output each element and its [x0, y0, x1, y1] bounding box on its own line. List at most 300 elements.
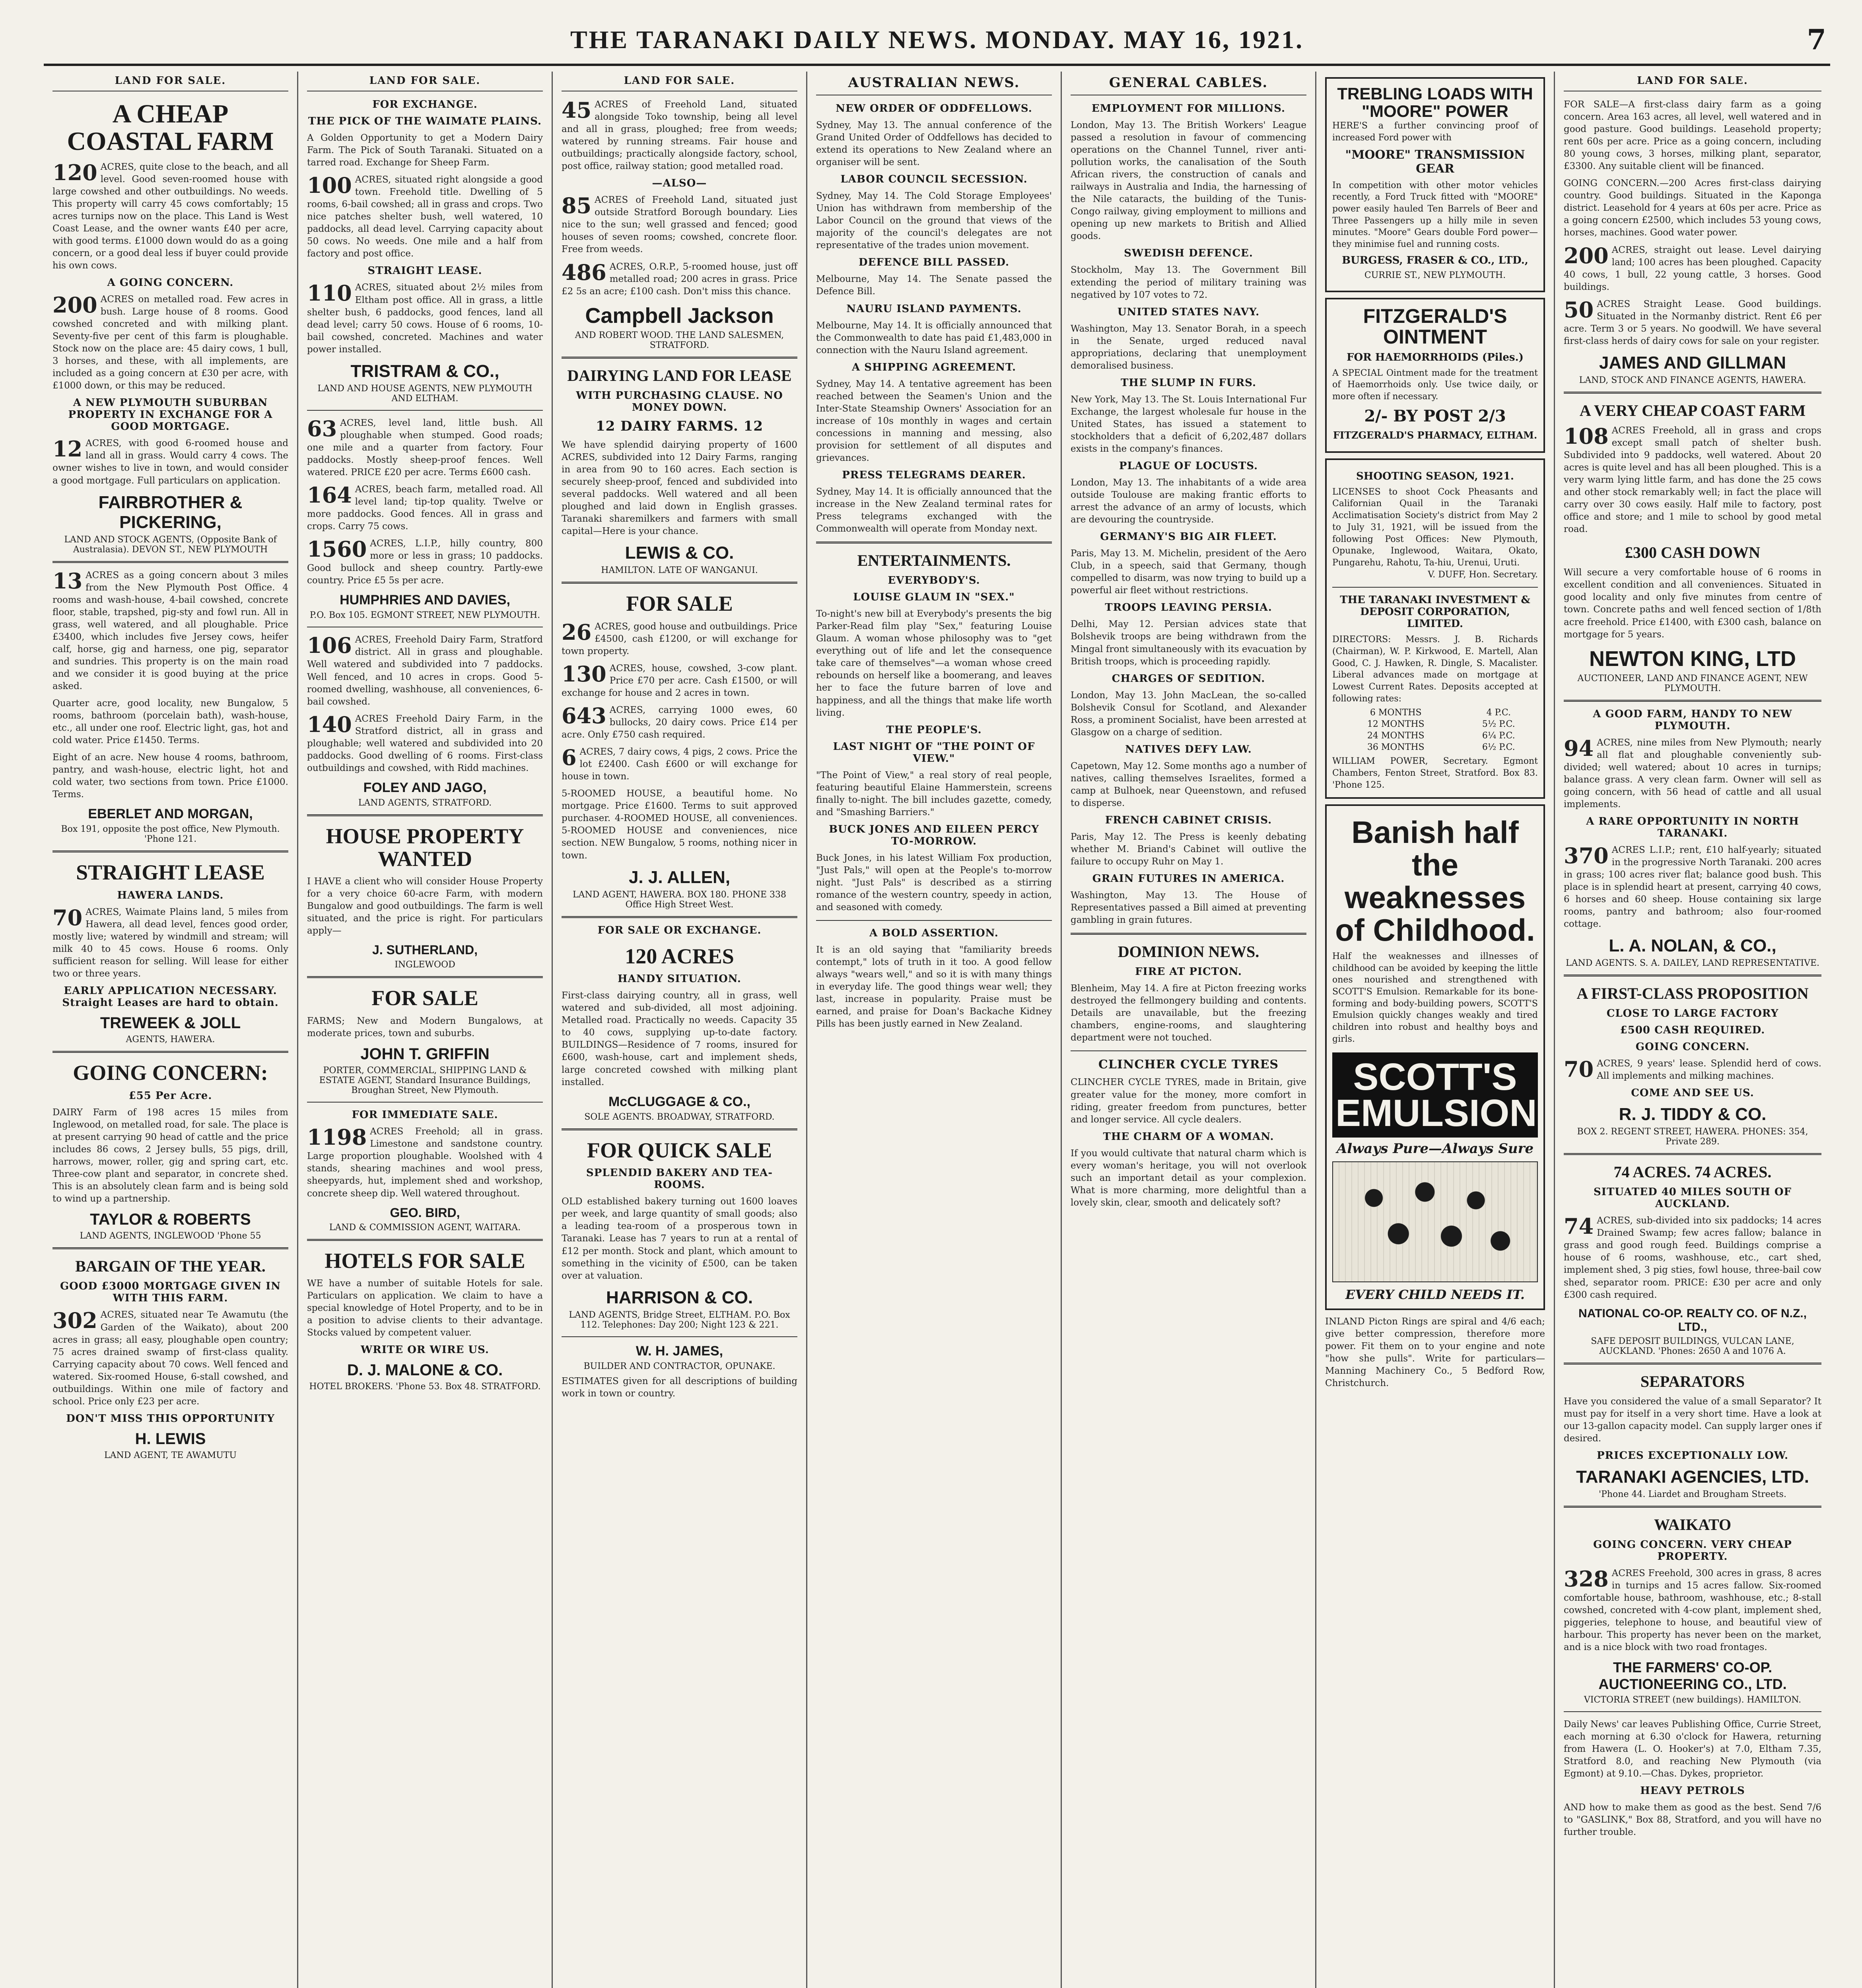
- notice-body: LICENSES to shoot Cock Pheasants and Californian Quail in the Taranaki Acclimatisation Society's district from May 2 to July 31, 1921, will be issued from the following Post Offices: New Plymouth, Opunake, Inglewood, Waitara, Okato, Pungarehu, Rahotu, Ta-hiu, Urenui, Uruti.: [1332, 487, 1538, 568]
- page-number: 7: [1807, 23, 1826, 56]
- news-body: Melbourne, May 14. It is officially announced that the Commonwealth to date has paid £1,483,000 in connection with the Nauru Island agreement.: [816, 320, 1052, 355]
- ad-text: ACRES, house, cowshed, 3-cow plant. Price £70 per acre. Cash £1500, or will exchange for house and 2 acres in town.: [562, 663, 797, 698]
- ad-body: WE have a number of suitable Hotels for sale. Particulars on application. We claim to have a special knowledge of Hotel Property, and to be in a position to advise clients to their advantage. Stocks valued by competent valuer.: [307, 1278, 543, 1338]
- divider: [1564, 975, 1821, 977]
- divider: [1332, 587, 1538, 588]
- ad-body: [52, 437, 288, 487]
- ad-subheading: GOOD £3000 MORTGAGE GIVEN IN WITH THIS FARM.: [60, 1280, 281, 1305]
- ad-body: I HAVE a client who will consider House Property for a very choice 60-acre Farm, with modern Bungalow and good outbuildings. The farm is well situated, and the price is right. For particulars apply—: [307, 876, 543, 936]
- news-body: "The Point of View," a real story of real people, featuring beautiful Elaine Hammerstein, screens finally to-night. The bill includes gazette, comedy, and "Smashing Barriers.": [816, 770, 1052, 817]
- agent-details: AND ROBERT WOOD. THE LAND SALESMEN, STRATFORD.: [575, 330, 784, 350]
- divider: [562, 357, 797, 359]
- acreage-number: 110: [307, 280, 352, 306]
- divider: [307, 1239, 543, 1241]
- acreage-number: 130: [562, 661, 606, 687]
- agent-details: LAND AND HOUSE AGENTS, NEW PLYMOUTH AND ELTHAM.: [317, 383, 533, 404]
- ad-subheading: 12 DAIRY FARMS. 12: [596, 418, 763, 434]
- news-heading: FRENCH CABINET CRISIS.: [1105, 814, 1272, 826]
- ad-subheading: £500 CASH REQUIRED.: [1620, 1024, 1765, 1037]
- fitzgerald-ointment-advert: [1325, 298, 1545, 453]
- divider: [816, 542, 1052, 544]
- news-body: London, May 13. The British Workers' League passed a resolution in favour of commencing operations on the Channel Tunnel, river anti-pollution works, the canalisation of the South African rivers, the construction of canals and railways in Australia and India, the harnessing of the Nile cataracts, the building of the Tunis-Congo railway, giving employment to millions and opening up new markets to British and Allied goods.: [1071, 120, 1306, 242]
- ad-text: ACRES, situated right alongside a good town. Freehold title. Dwelling of 5 rooms, 6-bail cowshed; all in grass and crops. Two nice patches shelter bush, well watered, 10 paddocks, all dead level. Carrying capacity about 50 cows. No weeds. One mile and a half from factory and post office.: [307, 175, 543, 259]
- acreage-number: 12: [52, 436, 83, 462]
- news-body: Capetown, May 12. Some months ago a number of natives, calling themselves Israelites, formed a camp at Bulhoek, near Queenstown, and refused to disperse.: [1071, 761, 1306, 808]
- agent-details: CURRIE ST., NEW PLYMOUTH.: [1364, 270, 1506, 280]
- divider: [307, 1102, 543, 1103]
- ad-body: [52, 293, 288, 392]
- ad-text: ACRES, carrying 1000 ewes, 60 bullocks, 20 dairy cows. Price £14 per acre. Only £750 cash required.: [562, 705, 797, 740]
- ad-body: Eight of an acre. New house 4 rooms, bathroom, pantry, and wash-house, electric light, hot and cold water, two sections from town. Price £1000. Terms.: [52, 752, 288, 800]
- ad-body: A SPECIAL Ointment made for the treatment of Haemorrhoids only. Use twice daily, or more often if necessary.: [1332, 368, 1538, 402]
- divider: [562, 1128, 797, 1130]
- news-heading: BUCK JONES AND EILEEN PERCY TO-MORROW.: [829, 823, 1039, 847]
- ad-body: AND how to make them as good as the best. Send 7/6 to "GASLINK," Box 88, Stratford, and you will have no further trouble.: [1564, 1802, 1821, 1838]
- notice-heading: THE TARANAKI INVESTMENT & DEPOSIT CORPORATION, LIMITED.: [1340, 594, 1530, 630]
- agent-details: SAFE DEPOSIT BUILDINGS, VULCAN LANE, AUCKLAND. 'Phones: 2650 A and 1076 A.: [1591, 1336, 1794, 1356]
- table-row: [1332, 730, 1538, 742]
- divider: [307, 410, 543, 411]
- ad-subheading: DON'T MISS THIS OPPORTUNITY: [66, 1412, 275, 1425]
- ad-heading: TREBLING LOADS WITH "MOORE" POWER: [1337, 84, 1533, 121]
- news-heading: NAURU ISLAND PAYMENTS.: [846, 303, 1022, 315]
- news-heading: NEW ORDER OF ODDFELLOWS.: [836, 103, 1032, 115]
- agent-details: INGLEWOOD: [395, 960, 455, 970]
- news-heading: LAST NIGHT OF "THE POINT OF VIEW.": [833, 740, 1035, 765]
- ad-body: INLAND Picton Rings are spiral and 4/6 each; give better compression, therefore more power. Fit them on to your engine and note "how she pulls". Write for particulars—Manning Machinery Co., 5 Bedford Row, Christchurch.: [1325, 1316, 1545, 1389]
- column-heading: LAND FOR SALE.: [52, 72, 288, 91]
- ad-heading: HOTELS FOR SALE: [325, 1248, 525, 1273]
- ad-text: ACRES, Freehold Dairy Farm, Stratford district. All in grass and ploughable. Well watered and subdivided into 7 paddocks. Well fenced, and 10 acres in crops. Good 5-roomed dwelling, washhouse, all conveniences, 6-bail cowshed.: [307, 635, 543, 707]
- news-body: Blenheim, May 14. A fire at Picton freezing works destroyed the fellmongery building and contents. Details are unavailable, but the freezing chambers, engine-rooms, and slaughtering department were not touched.: [1071, 983, 1306, 1043]
- news-heading: EMPLOYMENT FOR MILLIONS.: [1091, 103, 1286, 115]
- agent-name: FITZGERALD'S PHARMACY, ELTHAM.: [1333, 429, 1537, 441]
- agent-details: LAND AND STOCK AGENTS, (Opposite Bank of Australasia). DEVON ST., NEW PLYMOUTH: [64, 534, 277, 555]
- agent-name: W. H. JAMES,: [636, 1343, 723, 1359]
- ad-heading: FOR SALE: [371, 986, 478, 1010]
- column-heading: LAND FOR SALE.: [1564, 72, 1821, 91]
- ad-text: ACRES, level land, little bush. All ploughable when stumped. Good roads; one mile and a quarter from factory. Four paddocks. Mostly sheep-proof fences. Well watered. PRICE £20 per acre. Terms £600 cash.: [307, 417, 543, 478]
- ad-body: In competition with other motor vehicles recently, a Ford Truck fitted with "MOORE" power easily hauled Ten Barrels of Beer and Three Passengers up a hilly mile in seven minutes. "Moore" Gears double Ford power—they minimise fuel and running costs.: [1332, 180, 1538, 249]
- news-heading: DEFENCE BILL PASSED.: [858, 256, 1010, 269]
- agent-name: H. LEWIS: [135, 1430, 206, 1448]
- agent-name: TRISTRAM & CO.,: [350, 361, 500, 381]
- column-2: [298, 72, 553, 1988]
- ad-body: Quarter acre, good locality, new Bungalow, 5 rooms, bathroom (porcelain bath), wash-house, etc., all under one roof. Electric light, gas, hot and cold water. Price £1450. Terms.: [52, 698, 288, 746]
- ad-subheading: CLOSE TO LARGE FACTORY: [1606, 1008, 1779, 1020]
- ad-text: ACRES Straight Lease. Good buildings. Situated in the Normanby district. Rent £6 per acre. Term 3 or 5 years. No goodwill. We have several first-class herds of dairy cows for sale on your register.: [1564, 299, 1821, 346]
- ad-heading: 74 ACRES. 74 ACRES.: [1613, 1163, 1772, 1181]
- ad-subheading: FOR IMMEDIATE SALE.: [352, 1109, 498, 1121]
- column-heading: AUSTRALIAN NEWS.: [816, 72, 1052, 95]
- ad-body: [1564, 844, 1821, 930]
- agent-details: AGENTS, HAWERA.: [126, 1035, 215, 1045]
- agent-name: L. A. NOLAN, & CO.,: [1609, 936, 1776, 956]
- ad-body: CLINCHER CYCLE TYRES, made in Britain, give greater value for the money, more comfort in riding, greater freedom from punctures, better and longer service. All cycle dealers.: [1071, 1077, 1306, 1125]
- news-body: Buck Jones, in his latest William Fox production, "Just Pals," will open at the People's to-morrow night. "Just Pals" is described as a stirring romance of the western country, speedy in action, and seasoned with comedy.: [816, 852, 1052, 912]
- scotts-emulsion-advert: [1325, 804, 1545, 1310]
- agent-details: HAMILTON. LATE OF WANGANUI.: [601, 565, 758, 576]
- news-heading: A BOLD ASSERTION.: [869, 927, 999, 940]
- ad-body: DAIRY Farm of 198 acres 15 miles from Inglewood, on metalled road, for sale. The place is at present carrying 90 head of cattle and the price includes 86 cows, 2 Jersey bulls, 55 pigs, drill, harrows, mower, roller, gig and spring cart, etc. Three-cow plant and separator, in concrete shed. This is an absolutely clean farm and is being sold to wind up a partnership.: [52, 1107, 288, 1204]
- column-7: [1555, 72, 1830, 1988]
- divider: [52, 1247, 288, 1249]
- ad-body: [562, 99, 797, 173]
- section-heading: DOMINION NEWS.: [1118, 943, 1259, 961]
- ad-body: [52, 569, 288, 693]
- ad-body: [1564, 1058, 1821, 1082]
- news-heading: PRESS TELEGRAMS DEARER.: [842, 469, 1026, 481]
- agent-details: SOLE AGENTS. BROADWAY, STRATFORD.: [584, 1112, 775, 1122]
- acreage-number: 94: [1564, 735, 1594, 761]
- rate-value: 4 P.C.: [1486, 708, 1511, 718]
- ad-heading: A VERY CHEAP COAST FARM: [1579, 401, 1806, 419]
- notice-signature: WILLIAM POWER, Secretary. Egmont Chambers, Fenton Street, Stratford. Box 83. 'Phone 125.: [1332, 756, 1538, 790]
- news-heading: NATIVES DEFY LAW.: [1125, 743, 1252, 755]
- agent-name: HUMPHRIES AND DAVIES,: [340, 592, 510, 608]
- rate-term: 6 MONTHS: [1370, 708, 1422, 718]
- ad-body: GOING CONCERN.—200 Acres first-class dairying country. Good buildings. Situated in the Kaponga district. Leasehold for 4 years at 60s per acre. Price as a going concern £2500, which includes 53 young cows, horses, machines. Good water power.: [1564, 178, 1821, 238]
- columns: [44, 72, 1830, 1988]
- news-body: Sydney, May 13. The annual conference of the Grand United Order of Oddfellows has decided to extend its operations to New Zealand where an organiser will be sent.: [816, 120, 1052, 168]
- acreage-number: 1560: [307, 536, 367, 562]
- column-heading: LAND FOR SALE.: [562, 72, 797, 91]
- notice-signature: V. DUFF, Hon. Secretary.: [1428, 569, 1538, 580]
- moore-power-advert: [1325, 77, 1545, 292]
- divider: [307, 976, 543, 978]
- notice-body: DIRECTORS: Messrs. J. B. Richards (Chairman), W. P. Kirkwood, E. Martell, Alan Good, C. J. Hawken, R. Dingle, S. Macalister. Liberal advances made on mortgage at Lowest Current Rates. Deposits accepted at following rates:: [1332, 635, 1538, 704]
- column-5: [1062, 72, 1316, 1988]
- agent-name: McCLUGGAGE & CO.,: [608, 1094, 751, 1109]
- ad-heading: DAIRYING LAND FOR LEASE: [567, 366, 792, 384]
- column-3: [553, 72, 807, 1988]
- ad-heading: CLINCHER CYCLE TYRES: [1098, 1058, 1279, 1072]
- news-body: Stockholm, May 13. The Government Bill extending the period of military training was negatived by 107 votes to 72.: [1071, 265, 1306, 300]
- ad-subheading: PRICES EXCEPTIONALLY LOW.: [1597, 1449, 1788, 1462]
- ad-body: [1564, 244, 1821, 293]
- divider: [1071, 1050, 1306, 1051]
- ad-subheading: A GOING CONCERN.: [107, 277, 234, 289]
- ad-body: [562, 704, 797, 741]
- news-heading: LOUISE GLAUM IN "SEX.": [853, 591, 1015, 604]
- ad-subheading: —ALSO—: [652, 177, 707, 190]
- ad-text: ACRES, situated near Te Awamutu (the Garden of the Waikato), about 200 acres in grass; all easy, ploughable open country; 75 acres drained swamp of first-class quality. Carrying capacity about 70 cows. Well fenced and watered. Six-roomed House, 6-stall cowshed, and outbuildings. Within one mile of factory and school. Price only £23 per acre.: [52, 1310, 288, 1407]
- ad-heading: £300 CASH DOWN: [1625, 544, 1761, 562]
- news-body: Melbourne, May 14. The Senate passed the Defence Bill.: [816, 274, 1052, 297]
- table-row: [1332, 718, 1538, 730]
- ad-heading: SEPARATORS: [1640, 1372, 1745, 1390]
- news-body: Washington, May 13. Senator Borah, in a speech in the Senate, urged reduced naval appropriations, declaring that unemployment demoralised business.: [1071, 323, 1306, 371]
- column-heading: LAND FOR SALE.: [307, 72, 543, 91]
- ad-text: ACRES Freehold; all in grass. Limestone and sandstone country. Large proportion ploughable. Woolshed with 4 stands, shearing machines and wool press, sheepyards, hut, implement shed and workshop, concrete sheep dip. Well watered throughout.: [307, 1126, 543, 1199]
- ad-text: ACRES, nine miles from New Plymouth; nearly all flat and ploughable conveniently sub-divided; well watered; about 10 acres in turnips; balance grass. A very clean farm. Owner will sell as going concern, with 56 head of cattle and all usual implements.: [1564, 737, 1821, 810]
- ad-body: We have splendid dairying property of 1600 ACRES, subdivided into 12 Dairy Farms, ranging in area from 90 to 160 acres. Each section is securely sheep-proof, fenced and subdivided into several paddocks. Well watered and all been ploughed and laid down in English grasses. Taranaki sharemilkers and farmers with small capital—Here is your chance.: [562, 439, 797, 536]
- ad-text: ACRES, straight out lease. Level dairying land; 100 acres has been ploughed. Capacity 40 cows, 1 bull, 22 young cattle, 3 horses. Good buildings.: [1564, 245, 1821, 292]
- ad-body: First-class dairying country, all in grass, well watered and sub-divided, all most adjoining. Metalled road. Practically no weeds. Capacity 35 to 40 cows, supplying up-to-date factory. BUILDINGS—Residence of 7 rooms, insured for £600, wash-house, cart and implement sheds, large concreted cowshed with milking plant installed.: [562, 990, 797, 1087]
- agent-name: JAMES AND GILLMAN: [1599, 353, 1786, 373]
- ad-body: [562, 621, 797, 658]
- divider: [307, 814, 543, 816]
- ad-subheading: £55 Per Acre.: [128, 1090, 212, 1102]
- ad-body: If you would cultivate that natural charm which is every woman's heritage, you will not overlook such an important detail as your complexion. What is more charming, more delightful than a lovely skin, clear, smooth and delicately soft?: [1071, 1148, 1306, 1208]
- ad-subheading: FOR EXCHANGE.: [372, 99, 478, 111]
- scotts-emulsion-logo: SCOTT'S EMULSION: [1332, 1052, 1538, 1138]
- agent-details: LAND AGENT, HAWERA. BOX 180. PHONE 338 Office High Street West.: [572, 889, 787, 910]
- agent-name: EBERLET AND MORGAN,: [88, 806, 253, 822]
- ad-body: [562, 261, 797, 298]
- table-row: [1332, 742, 1538, 753]
- column-6: [1316, 72, 1555, 1988]
- ad-slogan: EVERY CHILD NEEDS IT.: [1345, 1287, 1525, 1302]
- divider: [52, 1051, 288, 1053]
- ad-subheading: THE PICK OF THE WAIMATE PLAINS.: [308, 115, 542, 127]
- ad-heading: FOR QUICK SALE: [587, 1138, 772, 1162]
- ad-subheading: SITUATED 40 MILES SOUTH OF AUCKLAND.: [1594, 1186, 1792, 1210]
- news-body: Washington, May 13. The House of Representatives passed a Bill aimed at preventing gambling in grain futures.: [1071, 890, 1306, 926]
- rate-value: 6¼ P.C.: [1482, 731, 1515, 741]
- news-body: New York, May 13. The St. Louis International Fur Exchange, the largest wholesale fur house in the United States, has issued a statement to stockholders that a deficit of 6,202,487 dollars exists in the company's finances.: [1071, 394, 1306, 454]
- ad-body: Daily News' car leaves Publishing Office, Currie Street, each morning at 6.30 o'clock for Hawera, returning from Hawera (L. O. Hooker's) at 7.0, Eltham 7.35, Stratford 8.0, and reaching New Plymouth (via Egmont) at 9.10.—Chas. Dykes, proprietor.: [1564, 1719, 1821, 1779]
- acreage-number: 6: [562, 745, 577, 771]
- ad-text: ACRES, L.I.P., hilly country, 800 more or less in grass; 10 paddocks. Good bullock and sheep country. Partly-ewe country. Price £5 5s per acre.: [307, 538, 543, 586]
- acreage-number: 140: [307, 711, 352, 737]
- ad-subheading: WITH PURCHASING CLAUSE. NO MONEY DOWN.: [576, 389, 783, 414]
- agent-details: AUCTIONEER, LAND AND FINANCE AGENT, NEW PLYMOUTH.: [1577, 673, 1808, 693]
- ad-subheading: EARLY APPLICATION NECESSARY. Straight Leases are hard to obtain.: [62, 985, 279, 1009]
- news-body: Sydney, May 14. A tentative agreement has been reached between the Seamen's Union and the Inter-State Steamship Owners' Association for an increase of 10s monthly in wages and certain concessions in manning and messing, also provision for settlement of all disputes and grievances.: [816, 379, 1052, 463]
- ad-text: ACRES, 7 dairy cows, 4 pigs, 2 cows. Price the lot £2400. Cash £600 or will exchange for house in town.: [562, 747, 797, 782]
- ad-body: Will secure a very comfortable house of 6 rooms in excellent condition and all conveniences. Situated in good locality and only five minutes from centre of town. Concrete paths and well fenced section of 1/8th acre freehold. Price £1400, with £300 cash, balance on mortgage for 5 years.: [1564, 567, 1821, 640]
- ad-heading: STRAIGHT LEASE: [76, 860, 265, 885]
- acreage-number: 1198: [307, 1124, 367, 1150]
- acreage-number: 328: [1564, 1566, 1609, 1592]
- ad-body: [562, 746, 797, 783]
- acreage-number: 74: [1564, 1213, 1594, 1239]
- ad-body: [52, 906, 288, 980]
- news-body: Paris, May 13. M. Michelin, president of the Aero Club, in a speech, said that Germany, though compelled to disarm, was now trying to build up a powerful air fleet without restrictions.: [1071, 548, 1306, 596]
- acreage-number: 108: [1564, 423, 1609, 449]
- ad-subheading: WRITE OR WIRE US.: [361, 1344, 489, 1356]
- ad-text: ACRES, Waimate Plains land, 5 miles from Hawera, all dead level, fences good order, mostly live; watered by windmill and stream; will milk 40 to 45 cows. House 6 rooms. Only sufficient reason for selling. Will lease for either two or three years.: [52, 907, 288, 979]
- divider: [562, 1336, 797, 1337]
- agent-name: R. J. TIDDY & CO.: [1619, 1105, 1767, 1124]
- ad-body: [1564, 1567, 1821, 1654]
- children-illustration: [1332, 1161, 1538, 1282]
- ad-text: ACRES as a going concern about 3 miles from the New Plymouth Post Office. 4 rooms and wash-house, 4-bail cowshed, concrete floor, stable, trapshed, pig-sty and fowl run. All in grass, well watered, and all ploughable. Price £3400, which includes five Jersey cows, heifer calf, horse, gig and harness, one pig, separator and sundries. This property is on the main road and we consider it is good buying at the price asked.: [52, 570, 288, 691]
- ad-text: ACRES, O.R.P., 5-roomed house, just off metalled road; 200 acres in grass. Price £2 5s an acre; £100 cash. Don't miss this chance.: [562, 261, 797, 297]
- ad-body: [307, 1126, 543, 1200]
- news-heading: LABOR COUNCIL SECESSION.: [840, 173, 1028, 186]
- ad-body: [1564, 425, 1821, 536]
- acreage-number: 370: [1564, 843, 1609, 868]
- ad-text: ACRES of Freehold Land, situated alongside Toko township, being all level and all in grass, ploughed; free from weeds; watered by running streams. Fair house and outbuildings; practically alongside factory, school, post office, railway station; good metalled road.: [562, 99, 797, 172]
- ad-subheading: HAWERA LANDS.: [117, 889, 224, 902]
- news-body: Sydney, May 14. The Cold Storage Employees' Union has withdrawn from membership of the Labor Council on the ground that views of the majority of the council's delegates are not representative of the trades union movement.: [816, 191, 1052, 251]
- ad-body: [307, 634, 543, 708]
- agent-details: LAND AGENT, TE AWAMUTU: [104, 1450, 237, 1460]
- agent-name: NEWTON KING, LTD: [1589, 646, 1796, 671]
- ad-subheading: COME AND SEE US.: [1631, 1087, 1754, 1099]
- agent-details: LAND AGENTS, STRATFORD.: [358, 798, 492, 808]
- ad-text: ACRES Freehold, 300 acres in grass, 8 acres in turnips and 15 acres fallow. Six-roomed comfortable house, bathroom, washhouse, etc.; 8-stall cowshed, concreted with 4-cow plant, implement shed, piggeries, telephone to house, and beautiful view of harbour. This property has never been on the market, and is a nice block with two road frontages.: [1564, 1568, 1821, 1653]
- divider: [1564, 1506, 1821, 1508]
- ad-heading: GOING CONCERN:: [73, 1061, 268, 1085]
- ad-text: ACRES Freehold, all in grass and crops except small patch of shelter bush. Subdivided into 9 paddocks, well watered. About 20 acres is quite level and has all been ploughed. This is a very warm lying little farm, and has done the 25 cows and other stock remarkably well; in fact the place will carry over 30 cows easily. Half mile to factory, post office and store; and 1 mile to school by good metal road.: [1564, 425, 1821, 535]
- news-heading: A SHIPPING AGREEMENT.: [851, 361, 1017, 373]
- acreage-number: 486: [562, 259, 606, 285]
- news-body: Delhi, May 12. Persian advices state that Bolshevik troops are being withdrawn from the Mingal front simultaneously with its evacuation by British troops, which is proceeding rapidly.: [1071, 619, 1306, 667]
- ad-text: ACRES L.I.P.; rent, £10 half-yearly; situated in the progressive North Taranaki. 200 acres in grass; 100 acres river flat; balance good bush. This place is in splendid heart at present, carrying 40 cows, 6 horses and 60 sheep. House containing six large rooms, pantry and bathroom; also four-roomed cottage.: [1564, 845, 1821, 930]
- ad-subheading: "MOORE" TRANSMISSION GEAR: [1345, 148, 1525, 176]
- ad-heading: BARGAIN OF THE YEAR.: [75, 1257, 266, 1276]
- acreage-number: 85: [562, 193, 592, 219]
- agent-details: LAND, STOCK AND FINANCE AGENTS, HAWERA.: [1579, 375, 1806, 385]
- acreage-number: 120: [52, 159, 97, 185]
- ad-body: [1564, 1215, 1821, 1301]
- price: 2/- BY POST 2/3: [1364, 406, 1506, 425]
- agent-name: TREWEEK & JOLL: [100, 1014, 241, 1032]
- deposit-rates-table: [1332, 707, 1538, 753]
- agent-name: GEO. BIRD,: [390, 1205, 460, 1220]
- ad-subheading: HEAVY PETROLS: [1640, 1785, 1745, 1797]
- divider: [1564, 700, 1821, 702]
- ad-heading: FITZGERALD'S OINTMENT: [1363, 305, 1507, 348]
- acreage-number: 70: [1564, 1056, 1594, 1082]
- agent-name: J. SUTHERLAND,: [372, 943, 478, 957]
- ad-tagline: Always Pure—Always Sure: [1336, 1140, 1534, 1157]
- agent-details: BUILDER AND CONTRACTOR, OPUNAKE.: [583, 1361, 776, 1371]
- news-body: London, May 13. The inhabitants of a wide area outside Toulouse are making frantic efforts to arrest the advance of an army of locusts, which are devouring the countryside.: [1071, 478, 1306, 525]
- acreage-number: 50: [1564, 297, 1594, 322]
- news-heading: CHARGES OF SEDITION.: [1112, 672, 1265, 685]
- ad-text: ACRES, sub-divided into six paddocks; 14 acres Drained Swamp; few acres fallow; balance in grass and good rough feed. Buildings comprise a house of 6 rooms, washhouse, etc., cart shed, implement shed, 3 pig sties, fowl house, three-bail cow shed, separator room. PRICE: £30 per acre and only £300 cash required.: [1564, 1215, 1821, 1300]
- ad-subheading: SPLENDID BAKERY AND TEA-ROOMS.: [586, 1167, 773, 1191]
- agent-name: J. J. ALLEN,: [628, 867, 731, 887]
- ad-subheading: A RARE OPPORTUNITY IN NORTH TARANAKI.: [1586, 815, 1799, 839]
- agent-name: TAYLOR & ROBERTS: [90, 1211, 251, 1229]
- ad-text: ACRES, good house and outbuildings. Price £4500, cash £1200, or will exchange for town property.: [562, 621, 797, 656]
- acreage-number: 200: [52, 292, 97, 318]
- acreage-number: 63: [307, 415, 337, 441]
- agent-details: 'Phone 44. Liardet and Brougham Streets.: [1599, 1489, 1786, 1499]
- ad-heading: THE CHARM OF A WOMAN.: [1103, 1130, 1274, 1143]
- rate-value: 5½ P.C.: [1482, 719, 1515, 730]
- ad-body: Have you considered the value of a small Separator? It must pay for itself in a very short time. Have a look at our 13-gallon capacity model. Can supply larger ones if desired.: [1564, 1396, 1821, 1444]
- rate-term: 12 MONTHS: [1367, 719, 1425, 730]
- ad-body: [307, 417, 543, 479]
- divider: [1564, 1711, 1821, 1712]
- ad-text: ACRES Freehold Dairy Farm, in the Stratford district, all in grass and ploughable; well watered and subdivided into 20 paddocks. Good dwelling of 6 rooms. First-class outbuildings and cowshed, with Ridd machines.: [307, 713, 543, 773]
- ad-body: 5-ROOMED HOUSE, a beautiful home. No mortgage. Price £1600. Terms to suit approved purchaser. 4-ROOMED HOUSE, all conveniences. 5-ROOMED HOUSE and conveniences, nice section. NEW Bungalow, 5 rooms, nothing nicer in town.: [562, 788, 797, 861]
- news-heading: THE PEOPLE'S.: [886, 724, 982, 736]
- news-body: London, May 13. John MacLean, the so-called Bolshevik Consul for Scotland, and Alexander Ross, a prominent Socialist, have been arrested at Glasgow on a charge of sedition.: [1071, 690, 1306, 738]
- news-heading: FIRE AT PICTON.: [1135, 966, 1242, 978]
- news-heading: GRAIN FUTURES IN AMERICA.: [1092, 873, 1285, 885]
- acreage-number: 45: [562, 97, 592, 123]
- ad-subheading: FOR HAEMORRHOIDS (Piles.): [1347, 351, 1524, 363]
- ad-body: A Golden Opportunity to get a Modern Dairy Farm. The Pick of South Taranaki. Situated on a tarred road. Exchange for Sheep Farm.: [307, 133, 543, 168]
- ad-subheading: A NEW PLYMOUTH SUBURBAN PROPERTY IN EXCHANGE FOR A GOOD MORTGAGE.: [68, 397, 273, 433]
- acreage-number: 643: [562, 703, 606, 728]
- divider: [1564, 1363, 1821, 1365]
- divider: [1564, 1153, 1821, 1155]
- column-4: [807, 72, 1062, 1988]
- news-heading: PLAGUE OF LOCUSTS.: [1119, 460, 1258, 472]
- divider: [562, 916, 797, 918]
- ad-heading: FOR SALE: [626, 592, 733, 616]
- ad-subheading: FOR SALE OR EXCHANGE.: [597, 924, 762, 936]
- agent-name: FAIRBROTHER & PICKERING,: [98, 492, 243, 532]
- ad-subheading: STRAIGHT LEASE.: [367, 265, 482, 277]
- rate-value: 6½ P.C.: [1482, 742, 1515, 753]
- ad-heading: WAIKATO: [1654, 1515, 1732, 1534]
- agent-name: Campbell Jackson: [585, 303, 774, 328]
- ad-text: ACRES of Freehold Land, situated just outside Stratford Borough boundary. Lies nice to the sun; well grassed and fenced; good houses of seven rooms; cowshed, concrete floor. Free from weeds.: [562, 195, 797, 255]
- agent-name: FOLEY AND JAGO,: [363, 780, 487, 795]
- news-body: To-night's new bill at Everybody's presents the big Parker-Read film play "Sex," featuring Louise Glaum. A woman whose philosophy was to "get everything out of life and let the consequence take care of themselves"—a woman whose creed rebounds on herself like a boomerang, and leaves her to face the future barren of love and happiness, and all the things that make life worth living.: [816, 609, 1052, 718]
- column-heading: GENERAL CABLES.: [1071, 72, 1306, 95]
- agent-name: D. J. MALONE & CO.: [347, 1361, 503, 1379]
- news-heading: GERMANY'S BIG AIR FLEET.: [1100, 531, 1277, 543]
- ad-subheading: GOING CONCERN.: [1635, 1041, 1750, 1053]
- ad-text: ACRES, 9 years' lease. Splendid herd of cows. All implements and milking machines.: [1597, 1058, 1821, 1081]
- acreage-number: 100: [307, 173, 352, 198]
- agent-details: VICTORIA STREET (new buildings). HAMILTON.: [1584, 1695, 1802, 1705]
- agent-name: TARANAKI AGENCIES, LTD.: [1576, 1467, 1809, 1487]
- agent-name: NATIONAL CO-OP. REALTY CO. OF N.Z., LTD.,: [1578, 1307, 1807, 1334]
- agent-name: HARRISON & CO.: [606, 1287, 753, 1307]
- ad-body: [52, 161, 288, 272]
- news-heading: TROOPS LEAVING PERSIA.: [1105, 602, 1272, 614]
- agent-details: LAND AGENTS, Bridge Street, ELTHAM. P.O. Box 112. Telephones: Day 200; Night 123 & 221.: [569, 1310, 790, 1330]
- agent-name: LEWIS & CO.: [625, 543, 734, 563]
- news-heading: THE SLUMP IN FURS.: [1120, 377, 1257, 389]
- ad-body: ESTIMATES given for all descriptions of building work in town or country.: [562, 1376, 797, 1399]
- ad-body: [307, 174, 543, 260]
- divider: [562, 582, 797, 584]
- acreage-number: 26: [562, 619, 592, 645]
- shooting-season-notice: [1325, 458, 1545, 799]
- agent-details: LAND AGENTS, INGLEWOOD 'Phone 55: [80, 1231, 261, 1241]
- rate-term: 24 MONTHS: [1367, 731, 1425, 741]
- masthead: [44, 16, 1830, 66]
- ad-subheading: GOING CONCERN. VERY CHEAP PROPERTY.: [1593, 1538, 1792, 1563]
- divider: [1071, 933, 1306, 935]
- ad-body: [307, 282, 543, 355]
- ad-body: [1564, 298, 1821, 348]
- news-heading: EVERYBODY'S.: [888, 575, 980, 587]
- ad-body: [52, 1309, 288, 1408]
- rate-term: 36 MONTHS: [1367, 742, 1425, 753]
- ad-body: [307, 538, 543, 587]
- ad-text: ACRES, with good 6-roomed house and land all in grass. Would carry 4 cows. The owner wishes to live in town, and would consider a good mortgage. Full particulars on application.: [52, 438, 288, 486]
- ad-body: [562, 194, 797, 256]
- ad-heading: A FIRST-CLASS PROPOSITION: [1576, 984, 1809, 1003]
- news-body: Paris, May 12. The Press is keenly debating whether M. Briand's Cabinet will outlive the failure to occupy Ruhr on May 1.: [1071, 831, 1306, 867]
- acreage-number: 106: [307, 633, 352, 658]
- news-heading: SWEDISH DEFENCE.: [1124, 247, 1253, 260]
- acreage-number: 13: [52, 568, 83, 594]
- agent-name: JOHN T. GRIFFIN: [360, 1045, 490, 1063]
- table-row: [1332, 707, 1538, 718]
- column-1: [44, 72, 298, 1988]
- section-heading: ENTERTAINMENTS.: [857, 551, 1011, 570]
- ad-text: ACRES, quite close to the beach, and all level. Good seven-roomed house with large cowshed and other outbuildings. No weeds. This property will carry 45 cows comfortably; 15 acres turnips now on the place. This Land is West Coast Lease, and the owner wants £40 per acre, with good terms. £1000 down would do as a going concern, or a good deal less if buyer could provide his own cows.: [52, 161, 288, 271]
- masthead-title: THE TARANAKI DAILY NEWS. MONDAY. MAY 16, 1921.: [570, 25, 1304, 54]
- acreage-number: 70: [52, 905, 83, 931]
- ad-body: FARMS; New and Modern Bungalows, at moderate prices, town and suburbs.: [307, 1016, 543, 1039]
- ad-body: FOR SALE—A first-class dairy farm as a going concern. Area 163 acres, all level, well watered and in good pasture. Good buildings. Leasehold property; rent 60s per acre. Price as a going concern, including 80 young cows, 3 horses, milking plant, separator, £3300. Any suitable client will be financed.: [1564, 99, 1821, 172]
